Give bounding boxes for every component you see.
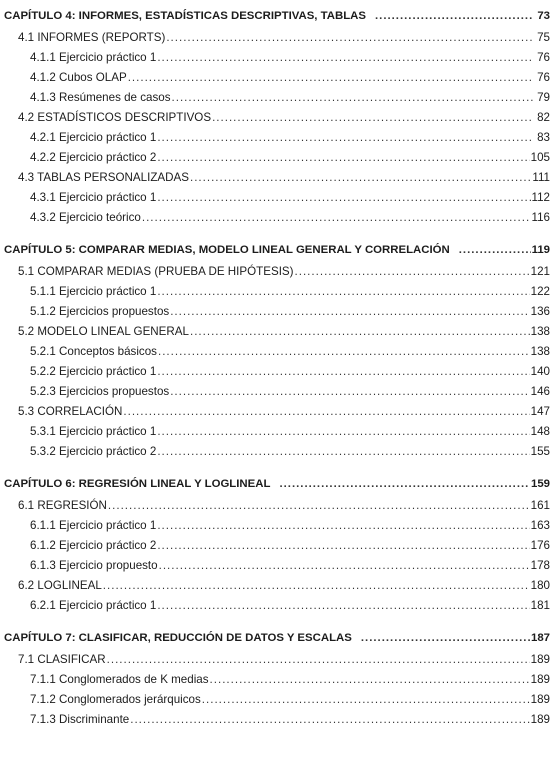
page-number: 161 — [530, 499, 550, 512]
page-number: 76 — [537, 51, 550, 64]
subsection-entry-label: 7.1.1 Conglomerados de K medias — [30, 673, 209, 686]
page-number: 138 — [530, 325, 550, 338]
page-number: 189 — [530, 693, 550, 706]
subsection-entry-label: 4.2.1 Ejercicio práctico 1 — [30, 131, 157, 144]
page-number: 116 — [531, 211, 550, 224]
subsection-entry-label: 4.1.2 Cubos OLAP — [30, 71, 127, 84]
dot-leader — [361, 628, 530, 648]
chapter-heading-label: CAPÍTULO 6: REGRESIÓN LINEAL Y LOGLINEAL — [4, 478, 271, 490]
dot-leader — [170, 302, 529, 322]
subsection-entry[interactable] — [0, 208, 560, 228]
subsection-entry[interactable] — [0, 282, 560, 302]
section-entry[interactable] — [0, 650, 560, 670]
dot-leader — [459, 240, 531, 260]
chapter-section — [0, 228, 560, 462]
dot-leader — [157, 536, 529, 556]
chapter-section — [0, 616, 560, 730]
dot-leader — [170, 382, 529, 402]
dot-leader — [157, 596, 529, 616]
page-number: 155 — [530, 445, 550, 458]
subsection-entry-label: 4.2.2 Ejercicio práctico 2 — [30, 151, 157, 164]
subsection-entry-label: 4.1.3 Resúmenes de casos — [30, 91, 171, 104]
chapter-heading[interactable] — [0, 462, 560, 494]
page-number: 189 — [530, 673, 550, 686]
subsection-entry-label: 5.2.1 Conceptos básicos — [30, 345, 157, 358]
subsection-entry-label: 6.2.1 Ejercicio práctico 1 — [30, 599, 157, 612]
subsection-entry-label: 5.1.2 Ejercicios propuestos — [30, 305, 170, 318]
dot-leader — [103, 576, 530, 596]
dot-leader — [158, 342, 530, 362]
chapter-heading[interactable] — [0, 228, 560, 260]
section-entry[interactable] — [0, 496, 560, 516]
section-entry[interactable] — [0, 322, 560, 342]
page-number: 163 — [530, 519, 550, 532]
dot-leader — [279, 474, 530, 494]
page-number: 181 — [530, 599, 550, 612]
subsection-entry-label: 6.1.3 Ejercicio propuesto — [30, 559, 158, 572]
page-number: 82 — [537, 111, 550, 124]
dot-leader — [157, 188, 530, 208]
page-number: 189 — [530, 653, 550, 666]
page-number: 176 — [530, 539, 550, 552]
subsection-entry[interactable] — [0, 188, 560, 208]
page-number: 138 — [530, 345, 550, 358]
subsection-entry[interactable] — [0, 536, 560, 556]
subsection-entry[interactable] — [0, 556, 560, 576]
subsection-entry[interactable] — [0, 342, 560, 362]
subsection-entry[interactable] — [0, 362, 560, 382]
dot-leader — [172, 88, 534, 108]
dot-leader — [157, 48, 533, 68]
dot-leader — [142, 208, 531, 228]
section-entry-label: 5.1 COMPARAR MEDIAS (PRUEBA DE HIPÓTESIS) — [18, 265, 294, 278]
page-number: 73 — [537, 10, 550, 22]
chapter-heading-label: CAPÍTULO 5: COMPARAR MEDIAS, MODELO LINEAL GENERAL Y CORRELACIÓN — [4, 244, 450, 256]
page-number: 105 — [530, 151, 550, 164]
subsection-entry-label: 7.1.2 Conglomerados jerárquicos — [30, 693, 201, 706]
section-entry-label: 4.2 ESTADÍSTICOS DESCRIPTIVOS — [18, 111, 212, 124]
chapter-heading-label: CAPÍTULO 4: INFORMES, ESTADÍSTICAS DESCRIPTIVAS, TABLAS — [4, 10, 366, 22]
chapter-section — [0, 462, 560, 616]
dot-leader — [157, 442, 529, 462]
section-entry-label: 5.2 MODELO LINEAL GENERAL — [18, 325, 189, 338]
subsection-entry-label: 5.3.1 Ejercicio práctico 1 — [30, 425, 157, 438]
page-number: 180 — [530, 579, 550, 592]
dot-leader — [157, 282, 529, 302]
subsection-entry[interactable] — [0, 710, 560, 730]
subsection-entry[interactable] — [0, 690, 560, 710]
page-number: 159 — [530, 478, 550, 490]
page-number: 79 — [537, 91, 550, 104]
page-number: 121 — [530, 265, 550, 278]
dot-leader — [190, 168, 531, 188]
subsection-entry-label: 5.1.1 Ejercicio práctico 1 — [30, 285, 157, 298]
section-entry[interactable] — [0, 108, 560, 128]
subsection-entry-label: 4.1.1 Ejercicio práctico 1 — [30, 51, 157, 64]
page-number: 122 — [530, 285, 550, 298]
subsection-entry-label: 5.2.2 Ejercicio práctico 1 — [30, 365, 157, 378]
dot-leader — [123, 402, 529, 422]
page-number: 76 — [537, 71, 550, 84]
dot-leader — [210, 670, 530, 690]
subsection-entry-label: 4.3.2 Ejercicio teórico — [30, 211, 141, 224]
page-number: 189 — [530, 713, 550, 726]
page-number: 146 — [530, 385, 550, 398]
page-number: 148 — [530, 425, 550, 438]
subsection-entry[interactable] — [0, 422, 560, 442]
page-number: 83 — [537, 131, 550, 144]
dot-leader — [157, 516, 529, 536]
subsection-entry[interactable] — [0, 302, 560, 322]
dot-leader — [128, 68, 533, 88]
section-entry-label: 6.2 LOGLINEAL — [18, 579, 102, 592]
dot-leader — [190, 322, 530, 342]
dot-leader — [166, 28, 533, 48]
subsection-entry-label: 4.3.1 Ejercicio práctico 1 — [30, 191, 157, 204]
section-entry[interactable] — [0, 262, 560, 282]
page-number: 119 — [531, 244, 550, 256]
page-number: 187 — [530, 632, 550, 644]
page-number: 75 — [537, 31, 550, 44]
page-number: 111 — [532, 171, 550, 184]
subsection-entry[interactable] — [0, 382, 560, 402]
section-entry-label: 7.1 CLASIFICAR — [18, 653, 106, 666]
section-entry[interactable] — [0, 402, 560, 422]
subsection-entry-label: 6.1.1 Ejercicio práctico 1 — [30, 519, 157, 532]
subsection-entry[interactable] — [0, 128, 560, 148]
dot-leader — [130, 710, 529, 730]
page-number: 147 — [530, 405, 550, 418]
page-number: 136 — [530, 305, 550, 318]
section-entry[interactable] — [0, 576, 560, 596]
section-entry-label: 4.3 TABLAS PERSONALIZADAS — [18, 171, 189, 184]
subsection-entry[interactable] — [0, 516, 560, 536]
dot-leader — [202, 690, 530, 710]
chapter-section — [0, 0, 560, 228]
subsection-entry[interactable] — [0, 670, 560, 690]
dot-leader — [295, 262, 530, 282]
dot-leader — [157, 362, 529, 382]
dot-leader — [108, 496, 530, 516]
page-number: 140 — [530, 365, 550, 378]
subsection-entry-label: 6.1.2 Ejercicio práctico 2 — [30, 539, 157, 552]
dot-leader — [107, 650, 530, 670]
dot-leader — [157, 422, 529, 442]
section-entry[interactable] — [0, 28, 560, 48]
section-entry-label: 5.3 CORRELACIÓN — [18, 405, 123, 418]
dot-leader — [157, 148, 529, 168]
dot-leader — [157, 128, 533, 148]
chapter-heading-label: CAPÍTULO 7: CLASIFICAR, REDUCCIÓN DE DATOS Y ESCALAS — [4, 632, 352, 644]
section-entry-label: 4.1 INFORMES (REPORTS) — [18, 31, 166, 44]
subsection-entry[interactable] — [0, 148, 560, 168]
page-number: 112 — [531, 191, 550, 204]
page-number: 178 — [530, 559, 550, 572]
dot-leader — [375, 6, 533, 26]
subsection-entry[interactable] — [0, 48, 560, 68]
chapter-heading[interactable] — [0, 616, 560, 648]
section-entry-label: 6.1 REGRESIÓN — [18, 499, 107, 512]
subsection-entry[interactable] — [0, 88, 560, 108]
dot-leader — [159, 556, 530, 576]
subsection-entry[interactable] — [0, 442, 560, 462]
subsection-entry-label: 7.1.3 Discriminante — [30, 713, 130, 726]
subsection-entry[interactable] — [0, 68, 560, 88]
subsection-entry-label: 5.3.2 Ejercicio práctico 2 — [30, 445, 157, 458]
chapter-heading[interactable] — [0, 0, 560, 26]
subsection-entry[interactable] — [0, 596, 560, 616]
subsection-entry-label: 5.2.3 Ejercicios propuestos — [30, 385, 170, 398]
section-entry[interactable] — [0, 168, 560, 188]
dot-leader — [212, 108, 533, 128]
